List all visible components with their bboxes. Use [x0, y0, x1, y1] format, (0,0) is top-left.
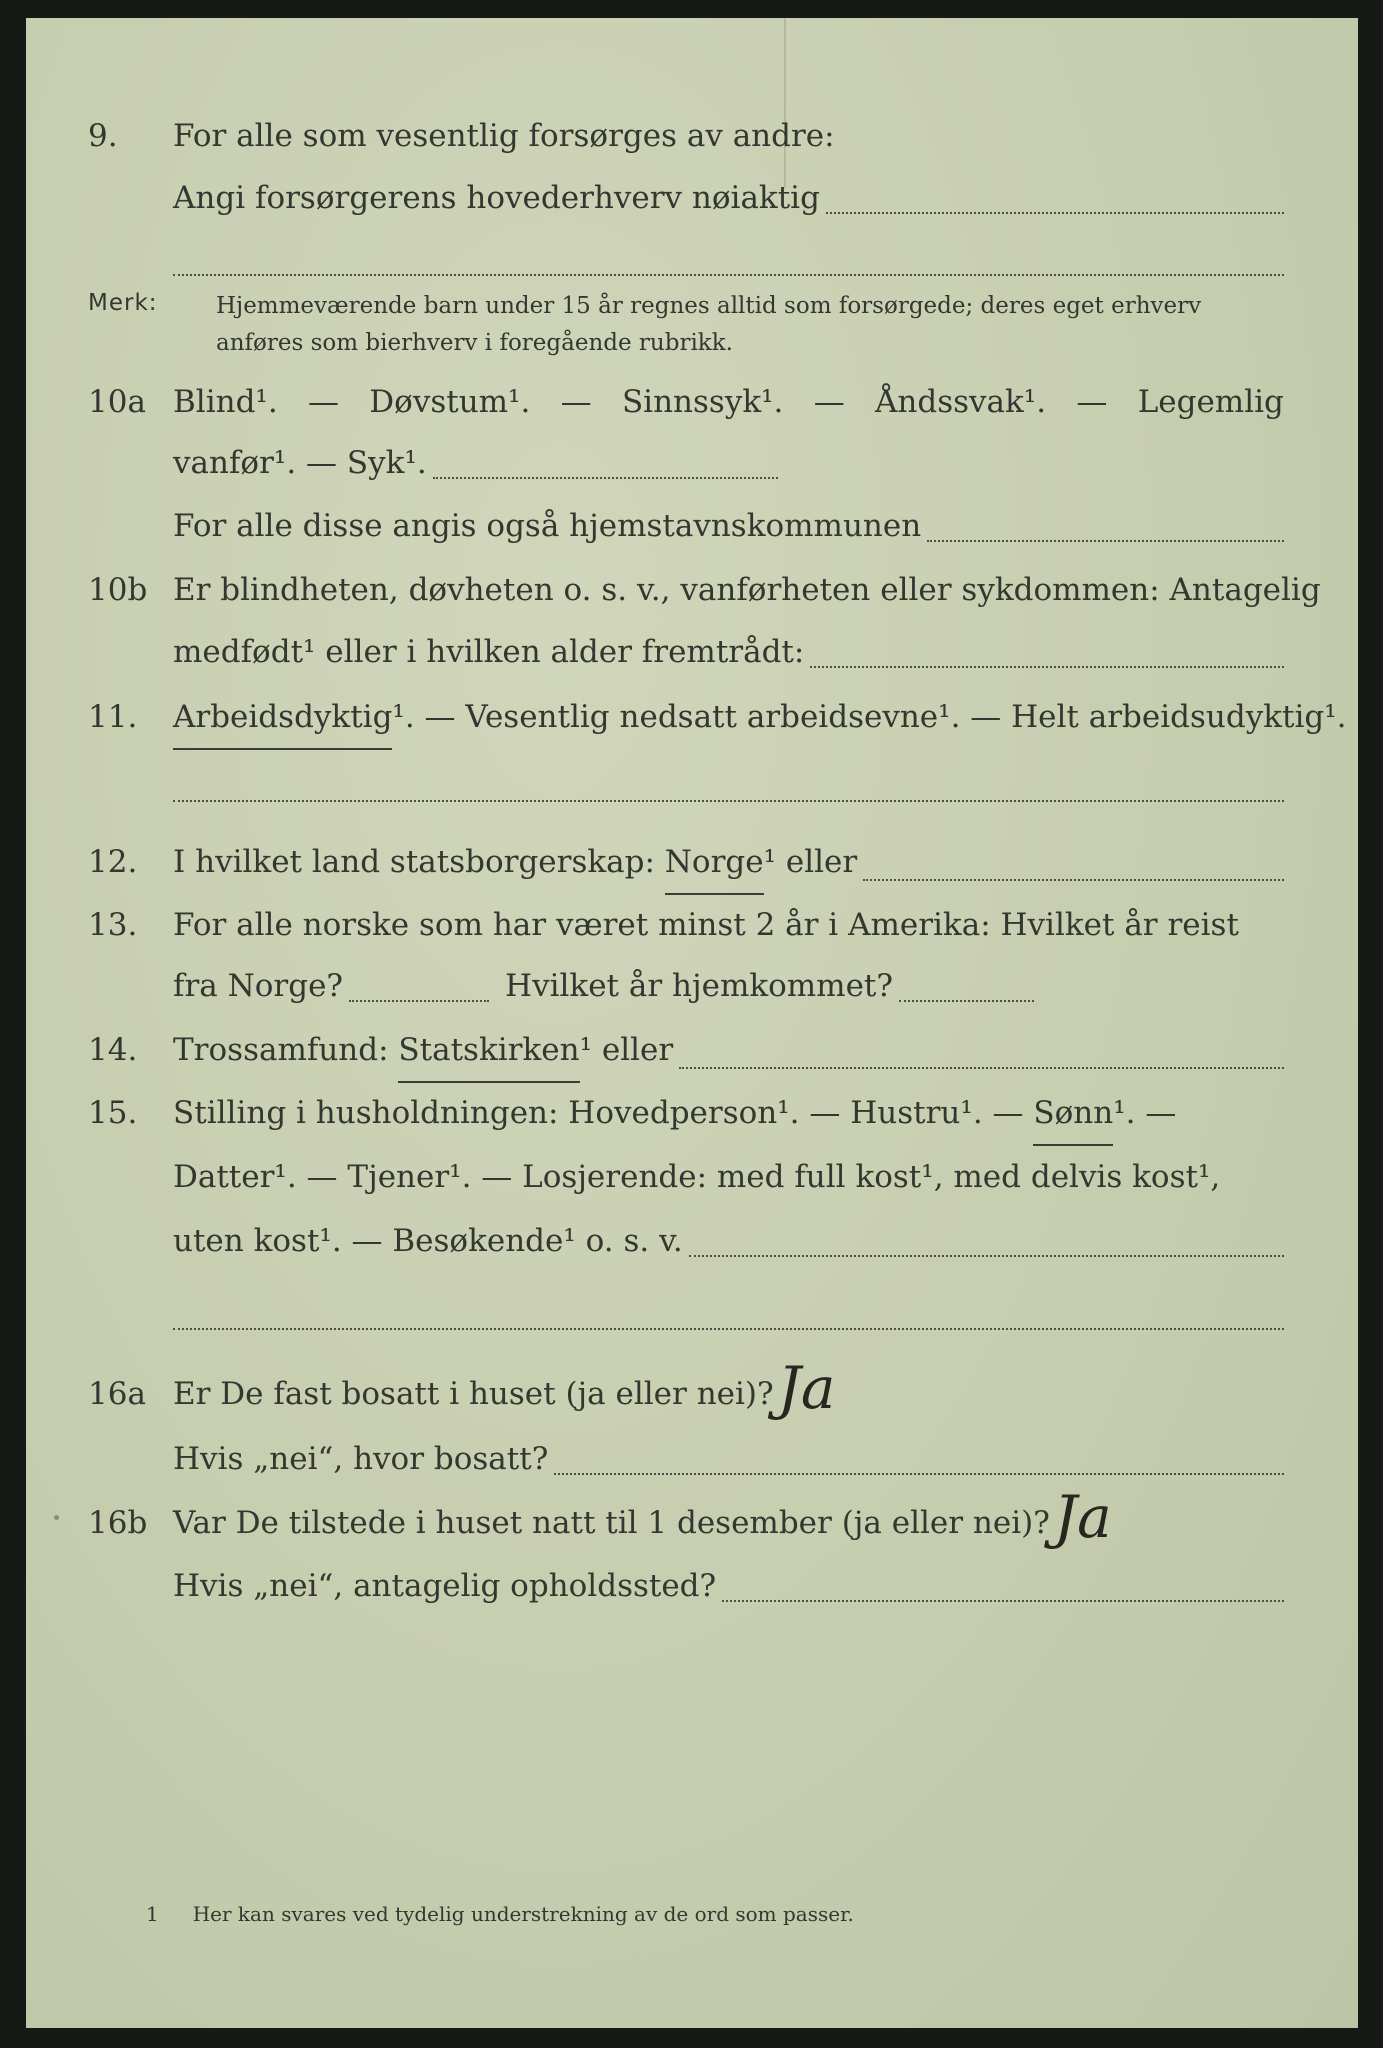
question-text: medfødt¹ eller i hvilken alder fremtrådt:: [173, 634, 805, 670]
dash: —: [813, 384, 845, 420]
answer-field-home-municipality[interactable]: [927, 540, 1284, 542]
question-number: 10a: [88, 384, 146, 420]
handwritten-answer-present[interactable]: Ja: [1053, 1483, 1112, 1551]
question-10b-line-2: [26, 622, 1358, 682]
answer-field-residence[interactable]: [554, 1473, 1284, 1475]
question-12: [26, 832, 1358, 892]
answer-field-year-returned[interactable]: [899, 1000, 1034, 1002]
question-number: 12.: [88, 844, 138, 880]
selected-option-norway[interactable]: Norge: [665, 832, 764, 895]
answer-field-citizenship[interactable]: [863, 879, 1284, 881]
option-blind[interactable]: Blind¹.: [173, 384, 278, 420]
answer-field-onset-age[interactable]: [810, 666, 1284, 668]
question-number: 16b: [88, 1505, 148, 1541]
question-text: Er De fast bosatt i huset (ja eller nei)?: [173, 1376, 774, 1412]
question-text: ¹. —: [1113, 1095, 1177, 1131]
question-16b: [26, 1483, 1358, 1553]
question-text: Trossamfund:: [173, 1032, 399, 1068]
option-deaf-mute[interactable]: Døvstum¹.: [369, 384, 531, 420]
answer-field-provider-occupation[interactable]: [826, 212, 1284, 214]
question-text: For alle disse angis også hjemstavnskommunen: [173, 508, 922, 544]
note-text: Hjemmeværende barn under 15 år regnes alltid som forsørgede; deres eget erhverv anføres som bierhverv i foregående rubrikk.: [216, 293, 1202, 356]
question-text: ¹ eller: [579, 1032, 674, 1068]
selected-option-state-church[interactable]: Statskirken: [398, 1020, 579, 1083]
dash: —: [560, 384, 592, 420]
selected-option-able-to-work[interactable]: Arbeidsdyktig: [173, 687, 392, 750]
question-14: [26, 1020, 1358, 1080]
question-text: Var De tilstede i huset natt til 1 desember (ja eller nei)?: [173, 1505, 1050, 1541]
question-13-line-2: [26, 956, 1358, 1016]
answer-field-work-ability[interactable]: [173, 800, 1284, 802]
note-label: Merk:: [88, 290, 158, 316]
answer-field-disability[interactable]: [433, 477, 778, 479]
question-10a: [26, 372, 1358, 432]
selected-option-son[interactable]: Sønn: [1033, 1083, 1113, 1146]
question-number: 9.: [88, 118, 118, 154]
question-16a-line-2: [26, 1429, 1358, 1489]
footnote: [146, 1902, 854, 1926]
handwritten-answer-resident[interactable]: Ja: [777, 1354, 836, 1422]
question-number: 14.: [88, 1032, 138, 1068]
question-text: fra Norge?: [173, 968, 344, 1004]
question-text: Datter¹. — Tjener¹. — Losjerende: med full kost¹, med delvis kost¹,: [173, 1159, 1221, 1195]
question-text: For alle som vesentlig forsørges av andre:: [173, 118, 835, 154]
question-text: Stilling i husholdningen: Hovedperson¹. — Hustru¹. —: [173, 1095, 1034, 1131]
question-text: Hvis „nei“, hvor bosatt?: [173, 1441, 549, 1477]
dash: —: [308, 384, 339, 420]
answer-field-year-left[interactable]: [349, 1000, 489, 1002]
question-13: [26, 895, 1358, 955]
question-text: I hvilket land statsborgerskap:: [173, 844, 665, 880]
question-16b-line-2: [26, 1556, 1358, 1616]
question-9-line-2: [26, 168, 1358, 228]
option-physically[interactable]: Legemlig: [1137, 384, 1284, 420]
question-15: [26, 1083, 1358, 1143]
question-number: 15.: [88, 1095, 138, 1131]
footnote-text: Her kan svares ved tydelig understrekning av de ord som passer.: [192, 1902, 854, 1926]
question-11: [26, 687, 1358, 747]
question-number: 10b: [88, 572, 148, 608]
question-text: vanfør¹. — Syk¹.: [173, 445, 427, 481]
question-10a-line-2: [26, 433, 1358, 493]
answer-field-extra-line[interactable]: [173, 1328, 1284, 1330]
answer-field-household-position[interactable]: [689, 1255, 1284, 1257]
question-number: 11.: [88, 699, 138, 735]
disability-options: [173, 372, 1284, 432]
question-number: 13.: [88, 907, 138, 943]
question-16a: [26, 1354, 1358, 1424]
question-10a-line-3: [26, 496, 1358, 556]
question-text: For alle norske som har været minst 2 år i Amerika: Hvilket år reist: [173, 907, 1239, 943]
question-text: Er blindheten, døvheten o. s. v., vanførheten eller sykdommen: Antagelig: [173, 572, 1321, 608]
question-number: 16a: [88, 1376, 146, 1412]
question-10b: [26, 560, 1358, 620]
census-form-page: [26, 18, 1358, 2028]
question-9: [26, 106, 1358, 166]
question-text: uten kost¹. — Besøkende¹ o. s. v.: [173, 1223, 683, 1259]
question-text: Angi forsørgerens hovederhverv nøiaktig: [173, 180, 820, 216]
question-15-line-2: [26, 1147, 1358, 1207]
answer-field-whereabouts[interactable]: [722, 1600, 1284, 1602]
option-feeble-minded[interactable]: Åndssvak¹.: [875, 384, 1047, 420]
question-text: Hvilket år hjemkommet?: [505, 968, 894, 1004]
question-text: ¹. — Vesentlig nedsatt arbeidsevne¹. — Helt arbeidsudyktig¹.: [392, 699, 1347, 735]
dash: —: [1076, 384, 1108, 420]
option-insane[interactable]: Sinnssyk¹.: [621, 384, 784, 420]
question-text: Hvis „nei“, antagelig opholdssted?: [173, 1568, 717, 1604]
answer-field-extra-line[interactable]: [173, 274, 1284, 276]
question-text: ¹ eller: [763, 844, 858, 880]
answer-field-religion[interactable]: [679, 1067, 1284, 1069]
footnote-marker: 1: [146, 1902, 159, 1926]
question-15-line-3: [26, 1211, 1358, 1271]
